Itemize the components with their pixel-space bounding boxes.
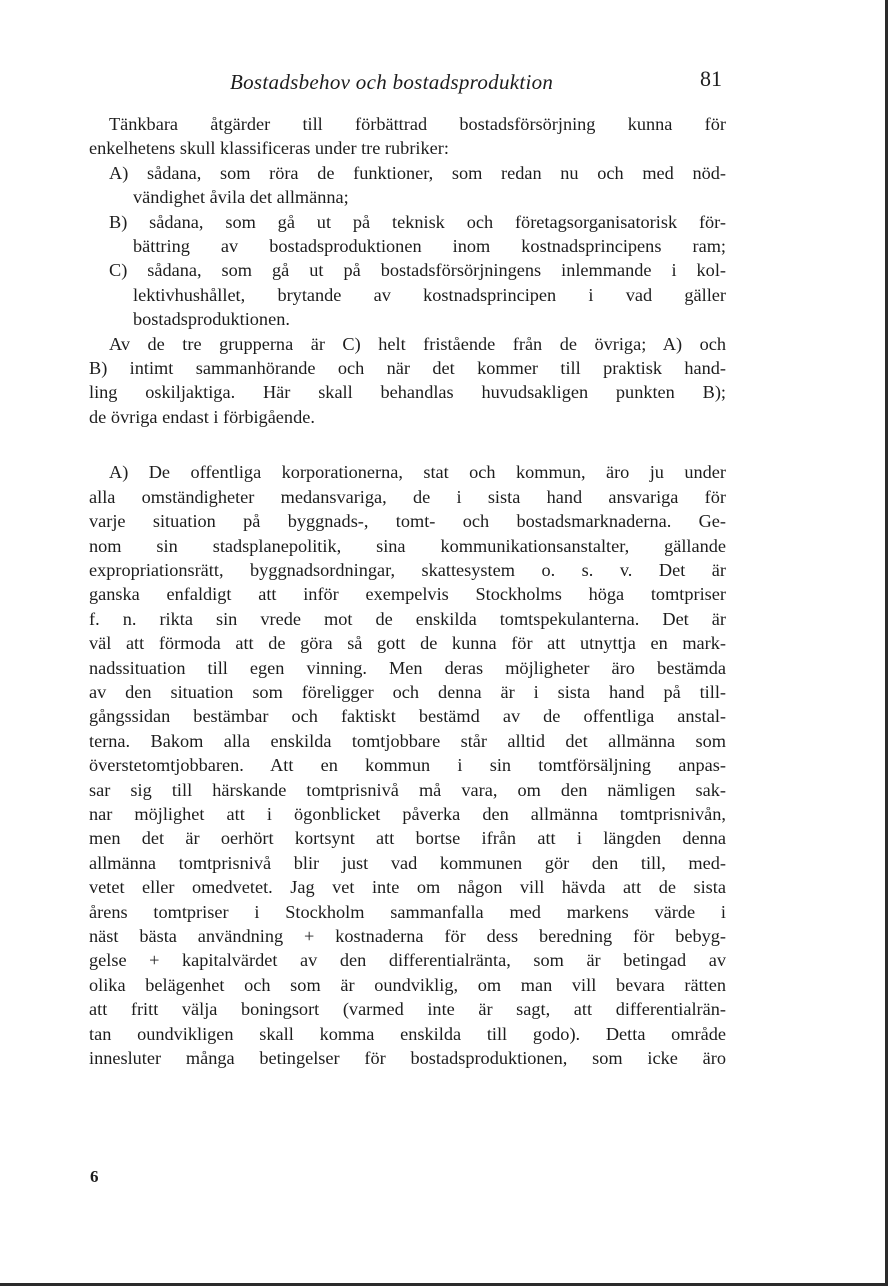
text-line: expropriationsrätt, byggnadsordningar, skattesystem o. s. v. Det är [89, 559, 726, 580]
list-item-b-line: B) sådana, som gå ut på teknisk och företagsorganisatorisk för- [109, 211, 726, 232]
paragraph-gap [89, 429, 726, 460]
text-line: vetet eller omedvetet. Jag vet inte om någon vill hävda att de sista [89, 877, 726, 898]
text-line: överstetomtjobbaren. Att en kommun i sin tomtförsäljning anpas- [89, 755, 726, 776]
text-line: men det är oerhört kortsynt att bortse ifrån att i längden denna [89, 828, 726, 849]
text-line: alla omständigheter medansvariga, de i sista hand ansvariga för [89, 486, 726, 507]
text-line: näst bästa användning + kostnaderna för dess beredning för bebyg- [89, 926, 726, 946]
text-line: av den situation som föreligger och denna är i sista hand på till- [89, 681, 726, 702]
text-line: nar möjlighet att i ögonblicket påverka den allmänna tomtprisnivån, [89, 803, 726, 824]
text-line: ling oskiljaktiga. Här skall behandlas huvudsakligen punkten B); [89, 382, 726, 403]
text-line: tan oundvikligen skall komma enskilda till godo). Detta område [89, 1023, 726, 1044]
list-item-c-line: lektivhushållet, brytande av kostnadsprincipen i vad gäller [133, 284, 726, 305]
text-line: gelse + kapitalvärdet av den differentialränta, som är betingad av [89, 950, 726, 971]
body-text [89, 112, 726, 1070]
list-item-c-line: bostadsproduktionen. [133, 309, 290, 330]
text-line: gångssidan bestämbar och faktiskt bestämd av de offentliga anstal- [89, 706, 726, 727]
text-line: allmänna tomtprisnivå blir just vad kommunen gör den till, med- [89, 852, 726, 873]
text-line: Tänkbara åtgärder till förbättrad bostadsförsörjning kunna för [109, 114, 726, 134]
text-line: Av de tre grupperna är C) helt fristående från de övriga; A) och [109, 333, 726, 354]
text-line: ganska enfaldigt att inför exempelvis Stockholms höga tomtpriser [89, 584, 726, 605]
page-number: 81 [700, 66, 722, 91]
text-line: nadssituation till egen vinning. Men deras möjligheter äro bestämda [89, 657, 726, 678]
text-line: nom sin stadsplanepolitik, sina kommunikationsanstalter, gällande [89, 535, 726, 556]
text-line: innesluter många betingelser för bostadsproduktionen, som icke äro [89, 1048, 726, 1069]
text-line: B) intimt sammanhörande och när det kommer till praktisk hand- [89, 358, 726, 379]
text-line: A) De offentliga korporationerna, stat och kommun, äro ju under [109, 462, 726, 483]
text-line: varje situation på byggnads-, tomt- och bostadsmarknaderna. Ge- [89, 511, 726, 532]
list-item-a-line: A) sådana, som röra de funktioner, som redan nu och med nöd- [109, 162, 726, 183]
text-line: årens tomtpriser i Stockholm sammanfalla med markens värde i [89, 901, 726, 922]
text-line: enkelhetens skull klassificeras under tre rubriker: [89, 138, 449, 159]
text-line: terna. Bakom alla enskilda tomtjobbare står alltid det allmänna som [89, 730, 726, 751]
text-line: sar sig till härskande tomtprisnivå må vara, om den nämligen sak- [89, 779, 726, 800]
list-item-b-line: bättring av bostadsproduktionen inom kostnadsprincipens ram; [133, 236, 726, 257]
text-line: att fritt välja boningsort (varmed inte är sagt, att differentialrän- [89, 999, 726, 1020]
text-line: f. n. rikta sin vrede mot de enskilda tomtspekulanterna. Det är [89, 608, 726, 629]
list-item-a-line: vändighet åvila det allmänna; [133, 187, 349, 208]
list-item-c-line: C) sådana, som gå ut på bostadsförsörjningens inlemmande i kol- [109, 260, 726, 281]
running-head: Bostadsbehov och bostadsproduktion [230, 70, 554, 94]
text-line: väl att förmoda att de göra så gott de kunna för att utnyttja en mark- [89, 633, 726, 654]
text-line: de övriga endast i förbigående. [89, 406, 315, 427]
signature-mark: 6 [90, 1167, 99, 1186]
text-line: olika belägenhet och som är oundviklig, om man vill bevara rätten [89, 974, 726, 995]
